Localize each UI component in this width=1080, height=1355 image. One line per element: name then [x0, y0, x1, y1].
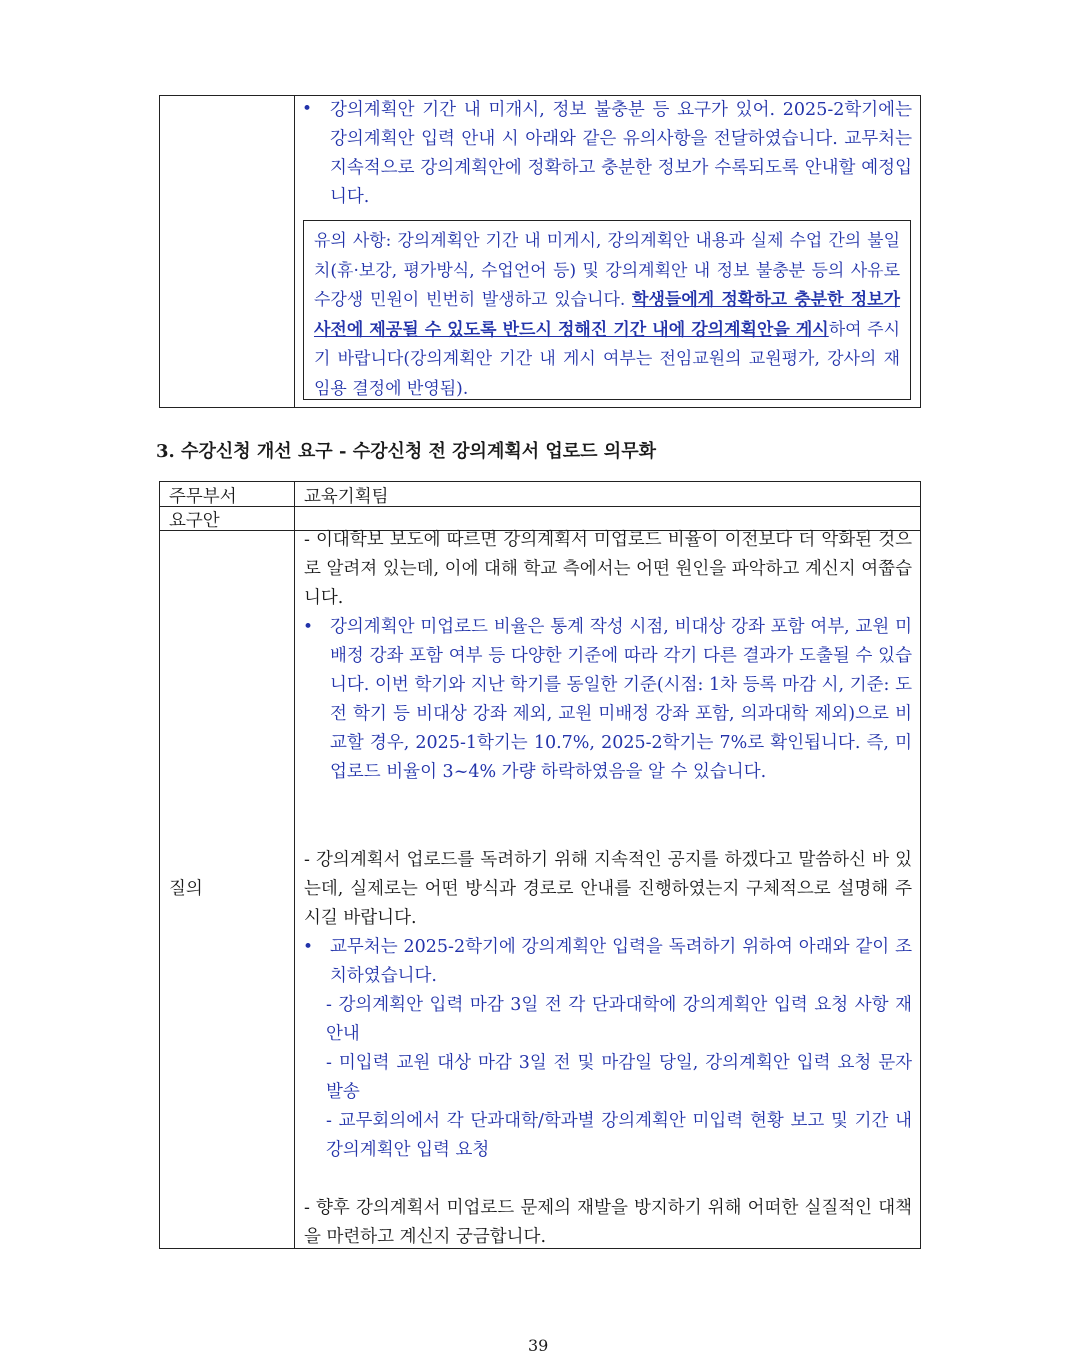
top-table: [159, 95, 921, 408]
question-label: 질의: [169, 879, 203, 899]
answer-1: 강의계획안 미업로드 비율은 통계 작성 시점, 비대상 강좌 포함 여부, 교원 미배정 강좌 포함 여부 등 다양한 기준에 따라 각기 다른 결과가 도출될 수 있습니다. 이번 학기와 지난 학기를 동일한 기준(시점: 1차 등록 마감 시, 기준: 도전 학기 등 비대상 강좌 제외, 교원 미배정 강좌 포함, 의과대학 제외)으로 비교할 경우, 2025-1학기는 10.7%, 2025-2학기는 7%로 확인됩니다. 즉, 미업로드 비율이 3~4% 가량 하락하였음을 알 수 있습니다.: [330, 617, 912, 782]
bullet-icon: •: [303, 937, 314, 957]
question-2: - 강의계획서 업로드를 독려하기 위해 지속적인 공지를 하겠다고 말씀하신 바 있는데, 실제로는 어떤 방식과 경로로 안내를 진행하였는지 구체적으로 설명해 주시길 바랍니다.: [304, 850, 912, 928]
column-divider: [294, 482, 295, 1248]
dept-label: 주무부서: [169, 487, 237, 507]
question-3: - 향후 강의계획서 미업로드 문제의 재발을 방지하기 위해 어떠한 실질적인 대책을 마련하고 계신지 궁금합니다.: [304, 1198, 912, 1247]
action-item-3: - 교무회의에서 각 단과대학/학과별 강의계획안 미입력 현황 보고 및 기간 내 강의계획안 입력 요청: [326, 1111, 912, 1160]
notice-emphasis: 학생들에게 정확하고 충분한 정보가 사전에 제공될 수 있도록 반드시 정해진 기간 내에 강의계획안을 게시: [314, 290, 900, 340]
notice-box: [303, 220, 911, 400]
answer-2: 교무처는 2025-2학기에 강의계획안 입력을 독려하기 위하여 아래와 같이 조치하였습니다.: [330, 937, 912, 986]
request-label: 요구안: [169, 511, 220, 531]
bullet-icon: •: [303, 617, 314, 637]
request-table: [159, 481, 921, 1249]
top-table-label-cell: [160, 96, 295, 407]
action-item-1: - 강의계획안 입력 마감 3일 전 각 단과대학에 강의계획안 입력 요청 사항 재안내: [326, 995, 912, 1044]
dept-row: [160, 482, 920, 507]
action-item-2: - 미입력 교원 대상 마감 3일 전 및 마감일 당일, 강의계획안 입력 요청 문자 발송: [326, 1053, 912, 1102]
notice-text-end: 하여 주시기 바랍니다(강의계획안 기간 내 게시 여부는 전임교원의 교원평가, 강사의 재임용 결정에 반영됨).: [314, 319, 900, 399]
section-heading: 3. 수강신청 개선 요구 - 수강신청 전 강의계획서 업로드 의무화: [156, 441, 656, 462]
answer-paragraph: 강의계획안 기간 내 미개시, 정보 불충분 등 요구가 있어. 2025-2학기에는 강의계획안 입력 안내 시 아래와 같은 유의사항을 전달하였습니다. 교무처는 지속적으로 강의계획안에 정확하고 충분한 정보가 수록되도록 안내할 예정입니다.: [330, 100, 912, 207]
page-number: 39: [528, 1336, 549, 1355]
question-1: - 이대학보 보도에 따르면 강의계획서 미업로드 비율이 이전보다 더 악화된 것으로 알려져 있는데, 이에 대해 학교 측에서는 어떤 원인을 파악하고 계신지 여쭙습니다.: [304, 530, 912, 608]
dept-value: 교육기획팀: [304, 487, 389, 507]
notice-text: 유의 사항: 강의계획안 기간 내 미게시, 강의계획안 내용과 실제 수업 간의 불일치(휴·보강, 평가방식, 수업언어 등) 및 강의계획안 내 정보 불충분 등의 사유로 수강생 민원이 빈번히 발생하고 있습니다.: [314, 231, 900, 310]
bullet-icon: •: [302, 99, 313, 119]
